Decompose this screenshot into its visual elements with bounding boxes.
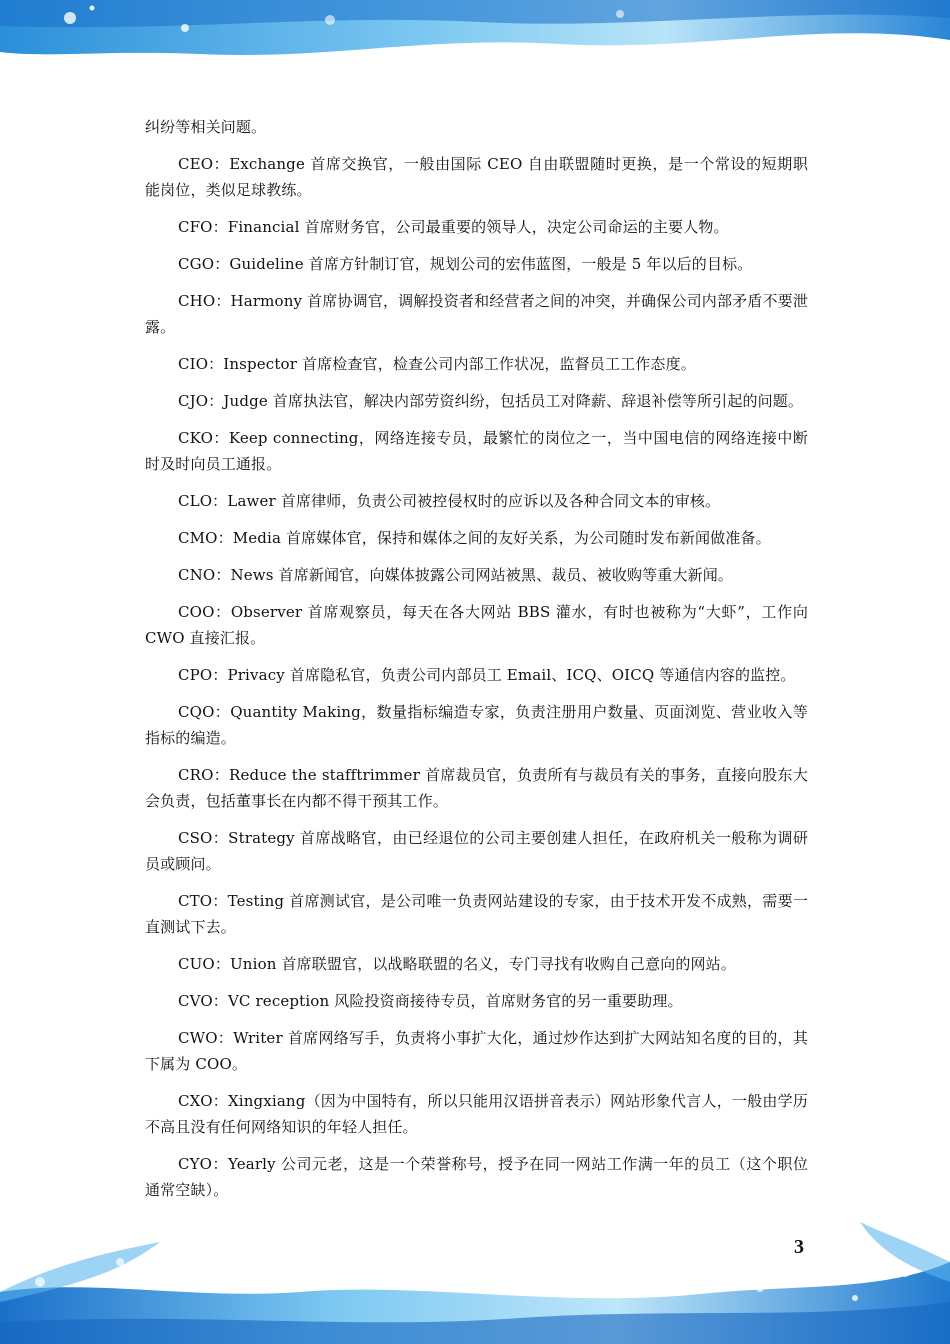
paragraph: CWO：Writer 首席网络写手，负责将小事扩大化，通过炒作达到扩大网站知名度的目的，其下属为 COO。 <box>145 1029 809 1073</box>
paragraph: CQO：Quantity Making，数量指标编造专家，负责注册用户数量、页面浏览、营业收入等指标的编造。 <box>145 703 808 747</box>
paragraph: CXO：Xingxiang（因为中国特有，所以只能用汉语拼音表示）网站形象代言人，一般由学历不高且没有任何网络知识的年轻人担任。 <box>145 1092 808 1136</box>
paragraph: CYO：Yearly 公司元老，这是一个荣誉称号，授予在同一网站工作满一年的员工（这个职位通常空缺）。 <box>145 1155 808 1199</box>
paragraph: CIO：Inspector 首席检查官，检查公司内部工作状况，监督员工工作态度。 <box>178 355 696 373</box>
paragraph: CTO：Testing 首席测试官，是公司唯一负责网站建设的专家，由于技术开发不成熟，需要一直测试下去。 <box>145 892 808 936</box>
paragraph: CEO：Exchange 首席交换官，一般由国际 CEO 自由联盟随时更换，是一个常设的短期职能岗位，类似足球教练。 <box>145 155 808 199</box>
paragraph: CJO：Judge 首席执法官，解决内部劳资纠纷，包括员工对降薪、辞退补偿等所引起的问题。 <box>178 392 804 410</box>
paragraph: CKO：Keep connecting，网络连接专员，最繁忙的岗位之一，当中国电信的网络连接中断时及时向员工通报。 <box>145 429 808 473</box>
top-wave-graphic <box>0 0 950 62</box>
document-body <box>145 114 808 1214</box>
top-decorative-banner <box>0 0 950 62</box>
paragraph: CHO：Harmony 首席协调官，调解投资者和经营者之间的冲突，并确保公司内部矛盾不要泄露。 <box>145 292 808 336</box>
paragraph: CNO：News 首席新闻官，向媒体披露公司网站被黑、裁员、被收购等重大新闻。 <box>178 566 734 584</box>
paragraph: CGO：Guideline 首席方针制订官，规划公司的宏伟蓝图，一般是 5 年以后的目标。 <box>178 255 753 273</box>
paragraph: 纠纷等相关问题。 <box>145 118 267 136</box>
paragraph: CSO：Strategy 首席战略官，由已经退位的公司主要创建人担任，在政府机关一般称为调研员或顾问。 <box>145 829 808 873</box>
paragraph: CPO：Privacy 首席隐私官，负责公司内部员工 Email、ICQ、OICQ 等通信内容的监控。 <box>178 666 796 684</box>
paragraph: CFO：Financial 首席财务官，公司最重要的领导人，决定公司命运的主要人物。 <box>178 218 729 236</box>
paragraph: CVO：VC reception 风险投资商接待专员，首席财务官的另一重要助理。 <box>178 992 683 1010</box>
bottom-wave-graphic <box>0 1222 950 1344</box>
paragraph: CMO：Media 首席媒体官，保持和媒体之间的友好关系，为公司随时发布新闻做准备。 <box>178 529 771 547</box>
page-number: 3 <box>794 1236 804 1258</box>
paragraph: CUO：Union 首席联盟官，以战略联盟的名义，专门寻找有收购自己意向的网站。 <box>178 955 736 973</box>
bottom-decorative-banner <box>0 1222 950 1344</box>
paragraph: CRO：Reduce the stafftrimmer 首席裁员官，负责所有与裁员有关的事务，直接向股东大会负责，包括董事长在内都不得干预其工作。 <box>145 766 808 810</box>
paragraph: CLO：Lawer 首席律师，负责公司被控侵权时的应诉以及各种合同文本的审核。 <box>178 492 721 510</box>
paragraph: COO：Observer 首席观察员，每天在各大网站 BBS 灌水，有时也被称为“大虾”，工作向 CWO 直接汇报。 <box>145 603 808 647</box>
